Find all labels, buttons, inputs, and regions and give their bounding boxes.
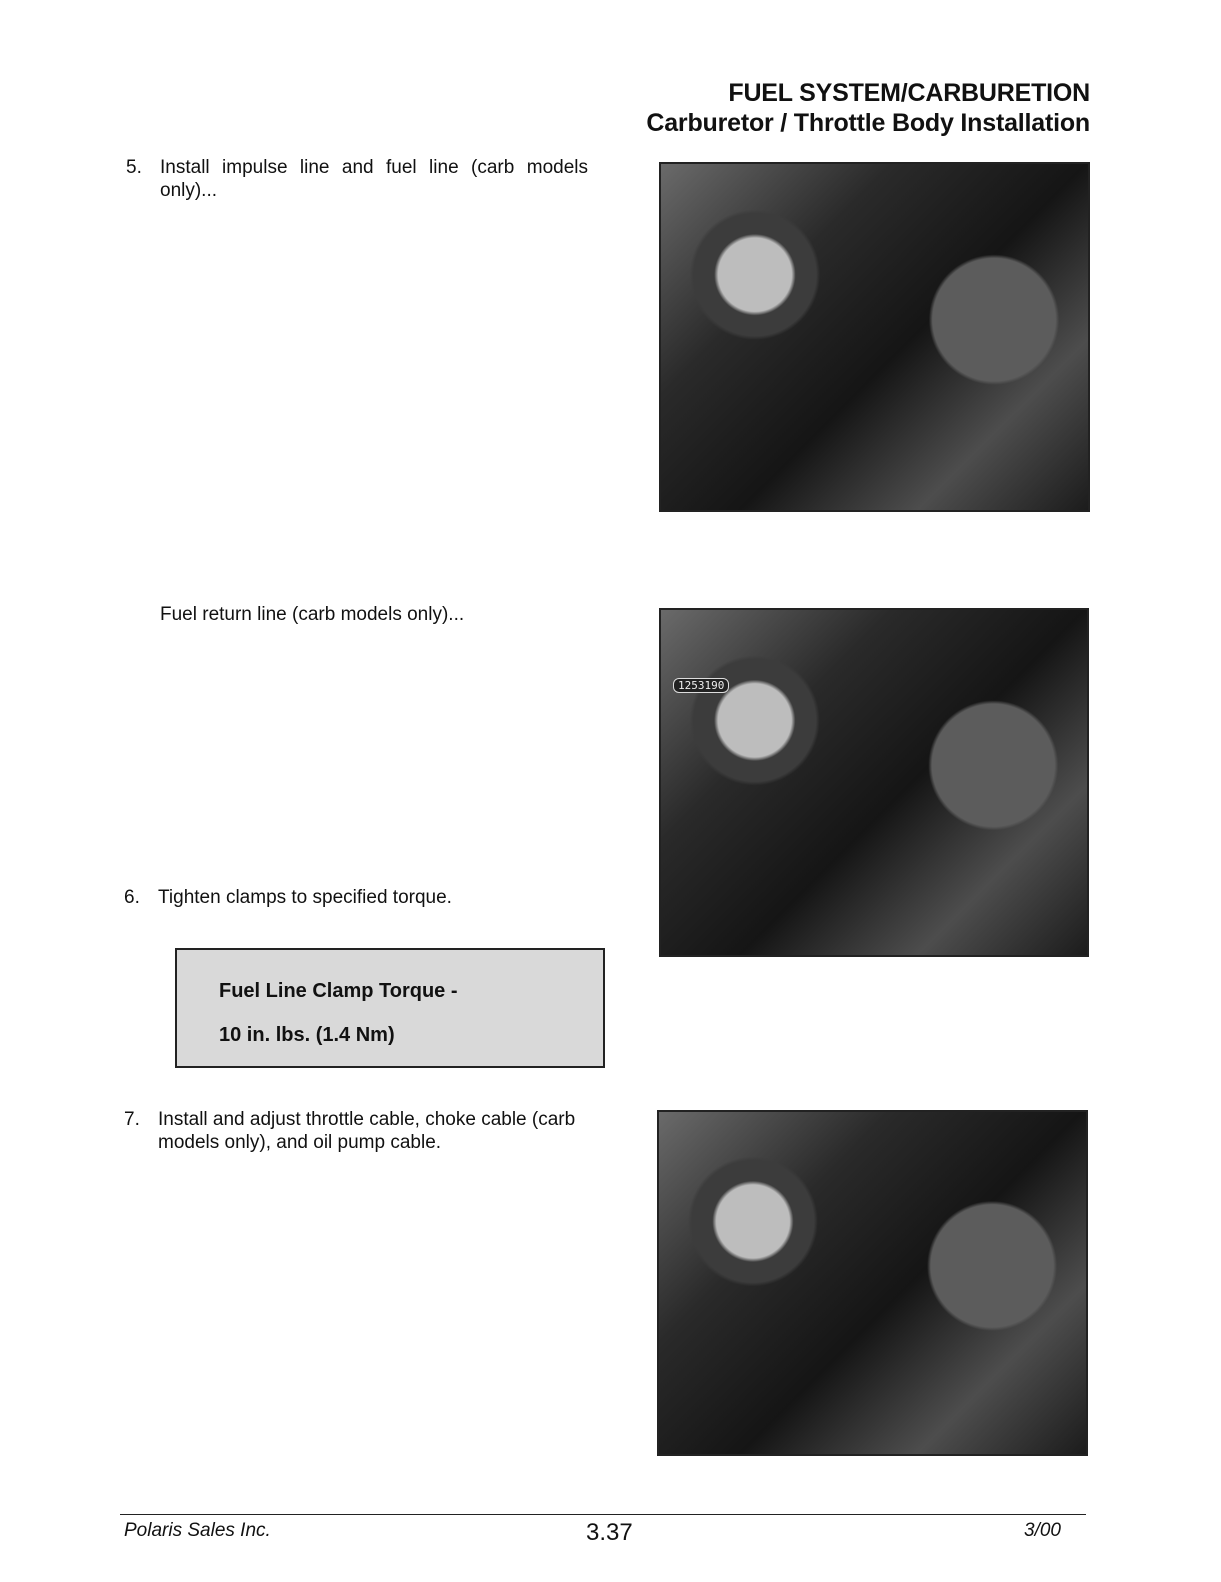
torque-spec-box	[175, 948, 605, 1068]
step-text: Tighten clamps to specified torque.	[158, 887, 452, 908]
footer-divider	[120, 1514, 1086, 1515]
step-text: Install and adjust throttle cable, choke cable (carb models only), and oil pump cable.	[158, 1109, 576, 1153]
step-number: 7.	[124, 1109, 140, 1130]
photo-impulse-fuel-line	[659, 162, 1090, 512]
torque-title: Fuel Line Clamp Torque -	[219, 980, 458, 1002]
photo-throttle-cable	[657, 1110, 1088, 1456]
page-header	[646, 78, 1090, 138]
subsection-title: Carburetor / Throttle Body Installation	[646, 109, 1090, 137]
torque-value: 10 in. lbs. (1.4 Nm)	[219, 1024, 395, 1046]
step-text: Install impulse line and fuel line (carb models only)...	[160, 157, 588, 201]
page-number: 3.37	[586, 1519, 633, 1546]
photo-fuel-return-line	[659, 608, 1089, 957]
section-title: FUEL SYSTEM/CARBURETION	[728, 79, 1090, 107]
step-number: 6.	[124, 887, 140, 908]
step-text: Fuel return line (carb models only)...	[160, 604, 465, 625]
step-number: 5.	[126, 157, 142, 178]
footer-date: 3/00	[1024, 1520, 1061, 1541]
photo-part-label: 1253190	[673, 678, 729, 693]
footer-company: Polaris Sales Inc.	[124, 1520, 271, 1541]
